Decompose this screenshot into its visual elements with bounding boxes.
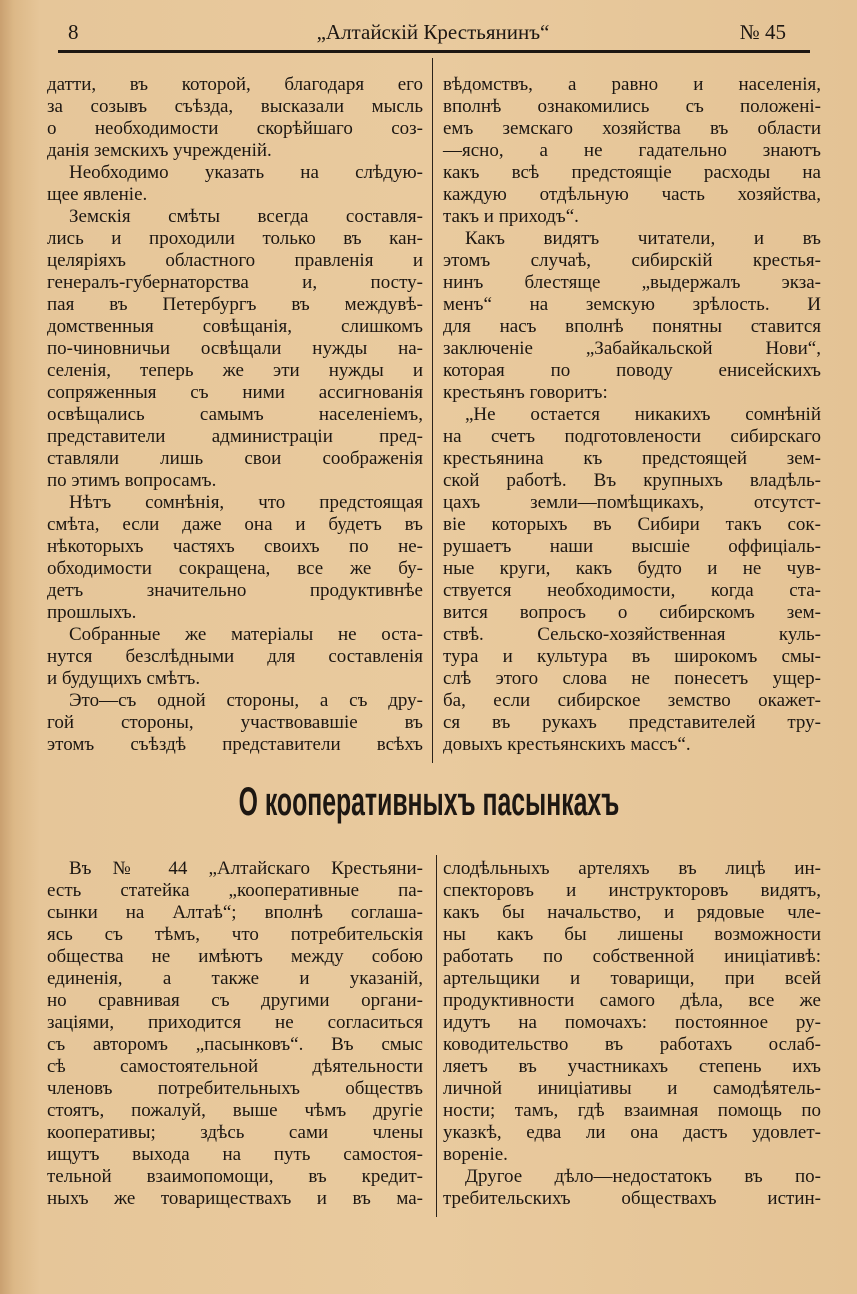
text-line: ставляли лишь свои соображенія [47,448,423,469]
page-header [58,20,808,50]
text-line: селенія, теперь же эти нужды и [47,360,423,381]
paragraph [47,74,423,162]
column-top-left [47,74,423,756]
text-line: ской работѣ. Въ крупныхъ владѣль- [443,470,821,491]
text-line: ководительство въ работахъ ослаб- [443,1034,821,1055]
text-line: слѣ этого слова не понесетъ ущер- [443,668,821,689]
paragraph [47,690,423,756]
text-line: кооперативы; здѣсь сами члены [47,1122,423,1143]
text-line: требительскихъ обществахъ истин- [443,1188,821,1209]
text-line: каждую отдѣльную часть хозяйства, [443,184,821,205]
text-line: цахъ земли—помѣщикахъ, отсутст- [443,492,821,513]
header-rule [58,50,810,53]
text-line: общества не имѣютъ между собою [47,946,423,967]
text-line: по-чиновничьи освѣщали нужды на- [47,338,423,359]
text-line: сынки на Алтаѣ“; вполнѣ соглаша- [47,902,423,923]
text-line: членовъ потребительныхъ обществъ [47,1078,423,1099]
text-line: Въ № 44 „Алтайскаго Крестьяни- [69,858,423,879]
text-line: ба, если сибирское земство окажет- [443,690,821,711]
text-line: для насъ вполнѣ понятны ставится [443,316,821,337]
text-line: ны какъ бы лишены возможности [443,924,821,945]
text-line: рушаетъ наши высшіе оффиціаль- [443,536,821,557]
text-line: гой стороны, участвовавшіе въ [47,712,423,733]
text-line: датти, въ которой, благодаря его [47,74,423,95]
text-line: спекторовъ и инструкторовъ видятъ, [443,880,821,901]
text-line: продуктивности самого дѣла, все же [443,990,821,1011]
text-line: заціями, приходится не согласиться [47,1012,423,1033]
text-line: ся въ рукахъ представителей тру- [443,712,821,733]
text-line: стоятъ, пожалуй, выше чѣмъ другіе [47,1100,423,1121]
text-line: освѣщались самымъ населеніемъ, [47,404,423,425]
paragraph [47,858,423,1210]
text-line: съ авторомъ „пасынковъ“. Въ смыс [47,1034,423,1055]
text-line: данія земскихъ учрежденій. [47,140,272,161]
text-line: Какъ видятъ читатели, и въ [465,228,821,249]
text-line: которая по поводу енисейскихъ [443,360,821,381]
text-line: за созывъ съѣзда, высказали мысль [47,96,423,117]
text-line: слодѣльныхъ артеляхъ въ лицѣ ин- [443,858,821,879]
text-line: менъ“ на земскую зрѣлость. И [443,294,821,315]
text-line: есть статейка „кооперативные па- [47,880,423,901]
text-line: заключеніе „Забайкальской Нови“, [443,338,821,359]
text-line: вореніе. [443,1144,508,1165]
text-line: ные круги, какъ будто и не чув- [443,558,821,579]
text-line: Это—съ одной стороны, а съ дру- [69,690,423,711]
paragraph [443,404,821,756]
text-line: нѣкоторыхъ частяхъ своихъ по не- [47,536,423,557]
text-line: ясь съ тѣмъ, что потребительскія [47,924,423,945]
article-heading [0,780,857,825]
text-line: нутся безслѣдными для составленія [47,646,423,667]
newspaper-title: „Алтайскій Крестьянинъ“ [316,20,550,44]
text-line: нинъ блестяще „выдержалъ экза- [443,272,821,293]
text-line: Другое дѣло—недостатокъ въ по- [465,1166,821,1187]
text-line: ляетъ въ участникахъ степень ихъ [443,1056,821,1077]
text-line: работать по собственной иниціативѣ: [443,946,821,967]
text-line: вится вопросъ о сибирскомъ зем- [443,602,821,623]
text-line: ности; тамъ, гдѣ взаимная помощь по [443,1100,821,1121]
column-bottom-right [443,858,821,1210]
text-line: крестьянъ говоритъ: [443,382,608,403]
paragraph [47,162,423,206]
issue-number: № 45 [739,20,786,44]
text-line: ныхъ же товариществахъ и въ ма- [47,1188,423,1209]
text-line: тельной взаимопомощи, въ кредит- [47,1166,423,1187]
text-line: обходимости сокращена, все же бу- [47,558,423,579]
text-line: этомъ съѣздѣ представители всѣхъ [47,734,423,755]
text-line: сѣ самостоятельной дѣятельности [47,1056,423,1077]
text-line: ствѣ. Сельско-хозяйственная куль- [443,624,821,645]
column-divider-bottom [436,855,437,1217]
text-line: и будущихъ смѣтъ. [47,668,201,689]
text-line: сопряженныя съ ними ассигнованія [47,382,423,403]
text-line: о необходимости скорѣйшаго соз- [47,118,423,139]
paragraph [443,228,821,404]
text-line: генералъ-губернаторства и, посту- [47,272,423,293]
text-line: этомъ случаѣ, сибирскій крестья- [443,250,821,271]
text-line: довыхъ крестьянскихъ массъ“. [443,734,691,755]
text-line: смѣта, если даже она и будетъ въ [47,514,423,535]
text-line: щее явленіе. [47,184,148,205]
text-line: Нѣтъ сомнѣнія, что предстоящая [69,492,423,513]
text-line: какъ всѣ предстоящіе расходы на [443,162,821,183]
page-number: 8 [68,20,79,44]
text-line: ствуется необходимости, когда ста- [443,580,821,601]
text-line: лись и проходили только въ кан- [47,228,423,249]
text-line: указкѣ, едва ли она дастъ удовлет- [443,1122,821,1143]
text-line: —ясно, а не гадательно знаютъ [443,140,821,161]
column-top-right [443,74,821,756]
text-line: идутъ на помочахъ: постоянное ру- [443,1012,821,1033]
column-divider-top [432,58,433,763]
text-line: віе которыхъ въ Сибири такъ сок- [443,514,821,535]
text-line: Земскія смѣты всегда составля- [69,206,423,227]
paragraph [47,624,423,690]
text-line: по этимъ вопросамъ. [47,470,217,491]
text-line: ищутъ выхода на путь самостоя- [47,1144,423,1165]
text-line: представители администраціи пред- [47,426,423,447]
text-line: емъ земскаго хозяйства въ области [443,118,821,139]
text-line: тура и культура въ широкомъ смы- [443,646,821,667]
text-line: на счетъ подготовлености сибирскаго [443,426,821,447]
paragraph [443,858,821,1166]
text-line: но сравнивая съ другими органи- [47,990,423,1011]
text-line: Необходимо указать на слѣдую- [69,162,423,183]
text-line: домственныя совѣщанія, слишкомъ [47,316,423,337]
text-line: какъ бы начальство, и рядовые чле- [443,902,821,923]
paragraph [47,492,423,624]
text-line: целяріяхъ областного правленія и [47,250,423,271]
text-line: детъ значительно продуктивнѣе [47,580,423,601]
paragraph [443,74,821,228]
text-line: крестьянина къ предстоящей зем- [443,448,821,469]
text-line: артельщики и товарищи, при всей [443,968,821,989]
text-line: вполнѣ ознакомились съ положені- [443,96,821,117]
column-bottom-left [47,858,423,1210]
article-title: О кооперативныхъ пасынкахъ [238,780,619,824]
paragraph [47,206,423,492]
text-line: Собранные же матеріалы не оста- [69,624,423,645]
paragraph [443,1166,821,1210]
text-line: личной иниціативы и самодѣятель- [443,1078,821,1099]
text-line: такъ и приходъ“. [443,206,579,227]
text-line: вѣдомствъ, а равно и населенія, [443,74,821,95]
text-line: единенія, а также и указаній, [47,968,423,989]
text-line: „Не остается никакихъ сомнѣній [465,404,821,425]
text-line: пая въ Петербургъ въ междувѣ- [47,294,423,315]
text-line: прошлыхъ. [47,602,137,623]
